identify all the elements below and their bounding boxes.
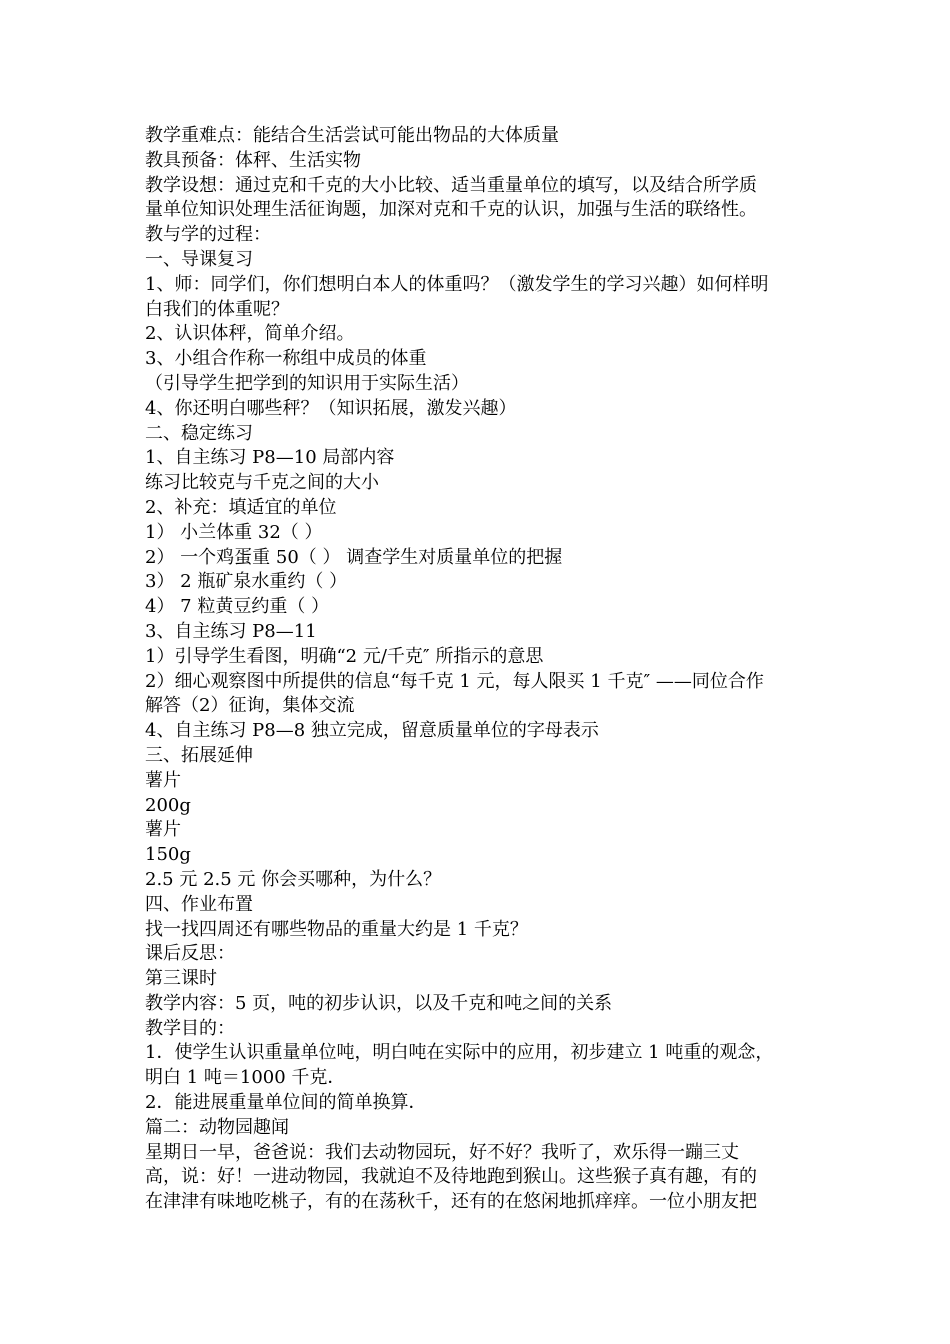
text-line: 200g xyxy=(145,794,191,816)
text-line: 在津津有味地吃桃子，有的在荡秋千，还有的在悠闲地抓痒痒。一位小朋友把 xyxy=(145,1191,757,1213)
text-line: 薯片 xyxy=(145,819,181,841)
section-heading: 四、作业布置 xyxy=(145,893,253,915)
text-line: 2、补充：填适宜的单位 xyxy=(145,496,337,518)
text-line: 白我们的体重呢？ xyxy=(145,298,289,320)
text-line: 教具预备：体秤、生活实物 xyxy=(145,149,361,171)
text-line: 解答（2）征询，集体交流 xyxy=(145,695,355,717)
text-line: 量单位知识处理生活征询题，加深对克和千克的认识，加强与生活的联络性。 xyxy=(145,199,757,221)
text-line: 教与学的过程： xyxy=(145,224,271,246)
text-line: 1、自主练习 P8—10 局部内容 xyxy=(145,447,395,469)
document-body xyxy=(145,124,810,1215)
text-line: 4、自主练习 P8—8 独立完成，留意质量单位的字母表示 xyxy=(145,720,599,742)
section-heading: 篇二：动物园趣闻 xyxy=(145,1116,289,1138)
section-heading: 三、拓展延伸 xyxy=(145,744,253,766)
text-line: 教学目的： xyxy=(145,1017,235,1039)
text-line: 150g xyxy=(145,844,191,866)
text-line: 2．能进展重量单位间的简单换算． xyxy=(145,1092,427,1114)
text-line: 星期日一早，爸爸说：我们去动物园玩，好不好？我听了，欢乐得一蹦三丈 xyxy=(145,1141,739,1163)
section-heading: 二、稳定练习 xyxy=(145,422,253,444)
text-line: 4、你还明白哪些秤？（知识拓展，激发兴趣） xyxy=(145,397,517,419)
text-line: 找一找四周还有哪些物品的重量大约是 1 千克？ xyxy=(145,918,528,940)
text-line: 2.5 元 2.5 元 你会买哪种，为什么？ xyxy=(145,868,442,890)
text-line: 薯片 xyxy=(145,769,181,791)
text-line: 教学设想：通过克和千克的大小比较、适当重量单位的填写，以及结合所学质 xyxy=(145,174,757,196)
text-line: （引导学生把学到的知识用于实际生活） xyxy=(145,372,469,394)
text-line: 1．使学生认识重量单位吨，明白吨在实际中的应用，初步建立 1 吨重的观念， xyxy=(145,1042,774,1064)
text-line: 3） 2 瓶矿泉水重约（ ） xyxy=(145,571,348,593)
text-line: 3、小组合作称一称组中成员的体重 xyxy=(145,348,427,370)
text-line: 明白 1 吨＝1000 千克． xyxy=(145,1067,346,1089)
text-line: 1、师：同学们，你们想明白本人的体重吗？（激发学生的学习兴趣）如何样明 xyxy=(145,273,769,295)
text-line: 高，说：好！一进动物园，我就迫不及待地跑到猴山。这些猴子真有趣，有的 xyxy=(145,1166,757,1188)
text-line: 练习比较克与千克之间的大小 xyxy=(145,472,379,494)
text-line: 2） 一个鸡蛋重 50（ ） 调查学生对质量单位的把握 xyxy=(145,546,563,568)
text-line: 2）细心观察图中所提供的信息“每千克 1 元，每人限买 1 千克″ ——同位合作 xyxy=(145,670,764,692)
text-line: 教学重难点：能结合生活尝试可能出物品的大体质量 xyxy=(145,125,559,146)
text-line: 教学内容：5 页，吨的初步认识，以及千克和吨之间的关系 xyxy=(145,992,613,1014)
text-line: 3、自主练习 P8—11 xyxy=(145,620,317,642)
text-line: 第三课时 xyxy=(145,968,217,990)
text-line: 2、认识体秤，简单介绍。 xyxy=(145,323,355,345)
text-line: 1） 小兰体重 32（ ） xyxy=(145,521,323,543)
text-line: 课后反思： xyxy=(145,943,235,965)
text-line: 1）引导学生看图，明确“2 元/千克″ 所指示的意思 xyxy=(145,645,544,667)
section-heading: 一、导课复习 xyxy=(145,248,253,270)
text-line: 4） 7 粒黄豆约重（ ） xyxy=(145,596,330,618)
